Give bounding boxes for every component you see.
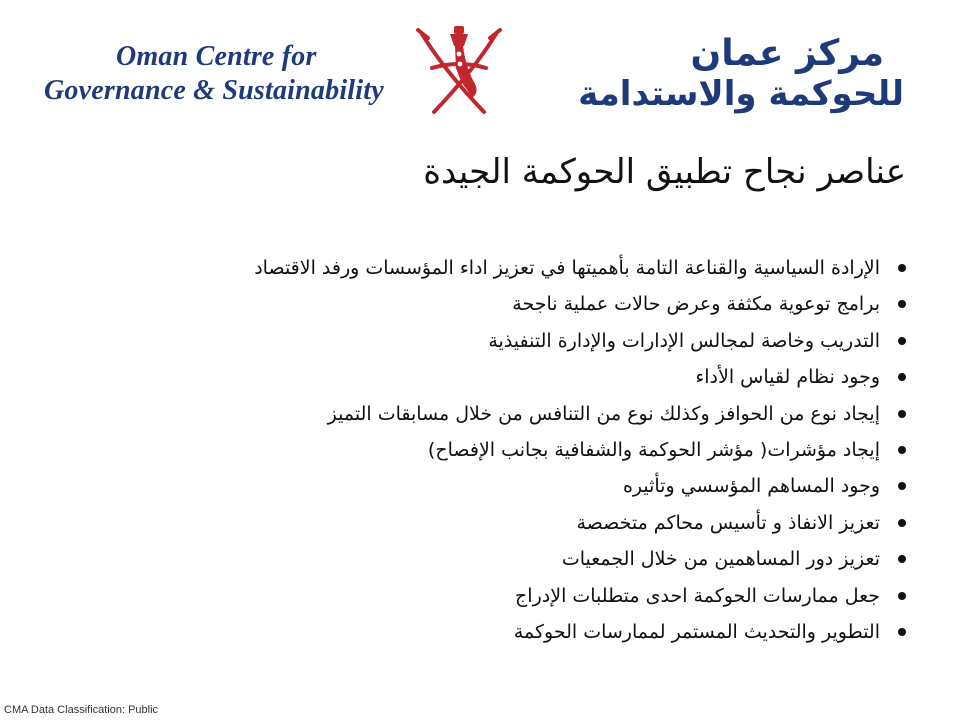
bullet-text: جعل ممارسات الحوكمة احدى متطلبات الإدراج [515,584,880,607]
bullet-text: برامج توعوية مكثفة وعرض حالات عملية ناجحة [512,293,880,316]
oman-khanjar-emblem-icon [414,20,504,120]
bullet-item [106,432,906,468]
logo-english-text [44,40,404,108]
slide-title: عناصر نجاح تطبيق الحوكمة الجيدة [423,152,906,192]
bullet-text: الإرادة السياسية والقناعة التامة بأهميتها في تعزيز اداء المؤسسات ورفد الاقتصاد [254,257,880,279]
bullet-dot-icon [898,410,906,418]
bullet-dot-icon [898,373,906,381]
bullet-item [106,323,906,359]
bullet-dot-icon [898,592,906,600]
logo-arabic-line1: مركز عمان [690,33,884,74]
logo-arabic-text [524,34,904,114]
bullet-dot-icon [898,300,906,308]
bullet-list [106,250,906,650]
bullet-text: التدريب وخاصة لمجالس الإدارات والإدارة التنفيذية [488,329,880,352]
bullet-dot-icon [898,337,906,345]
bullet-item [106,505,906,541]
bullet-item [106,286,906,322]
bullet-dot-icon [898,264,906,272]
bullet-text: تعزيز الانفاذ و تأسيس محاكم متخصصة [576,511,880,534]
bullet-dot-icon [898,446,906,454]
bullet-text: إيجاد مؤشرات( مؤشر الحوكمة والشفافية بجانب الإفصاح) [427,438,880,461]
bullet-dot-icon [898,482,906,490]
bullet-text: تعزيز دور المساهمين من خلال الجمعيات [561,548,880,571]
bullet-dot-icon [898,555,906,563]
bullet-item [106,578,906,614]
bullet-text: التطوير والتحديث المستمر لممارسات الحوكمة [513,620,880,643]
logo-arabic-line2: للحوكمة والاستدامة [578,74,904,114]
bullet-item [106,250,906,286]
data-classification-footer: CMA Data Classification: Public [4,704,159,716]
bullet-text: وجود المساهم المؤسسي وتأثيره [622,475,880,498]
bullet-item [106,359,906,395]
bullet-text: إيجاد نوع من الحوافز وكذلك نوع من التنافس من خلال مسابقات التميز [327,402,880,425]
header-logo-band [0,0,960,130]
bullet-item [106,468,906,504]
bullet-text: وجود نظام لقياس الأداء [695,366,880,389]
bullet-dot-icon [898,628,906,636]
bullet-item [106,396,906,432]
logo-english-line1: Oman Centre for [116,41,317,72]
bullet-item [106,614,906,650]
logo-english-line2: Governance & Sustainability [44,75,384,106]
bullet-dot-icon [898,519,906,527]
bullet-item [106,541,906,577]
